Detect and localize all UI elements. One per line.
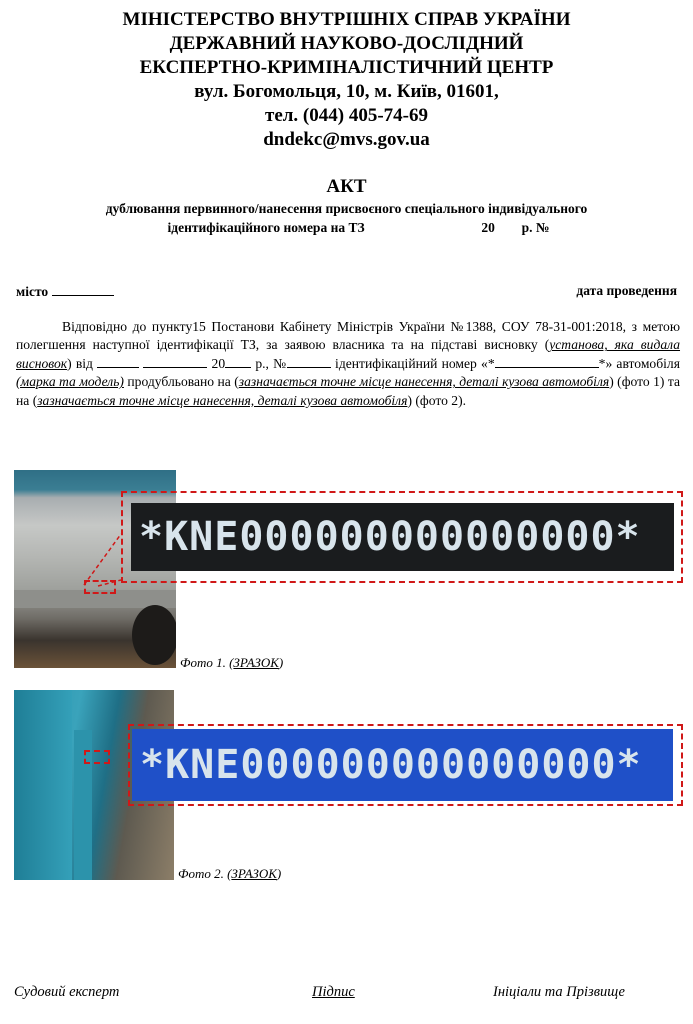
photo-1-caption <box>180 655 283 671</box>
body-location-hint-2: зазначається точне місце нанесення, деталі кузова автомобіля <box>37 392 408 408</box>
body-year-prefix: 20 <box>211 355 226 371</box>
body-text-4: р., № <box>255 355 287 371</box>
footer-name: Ініціали та Прізвище <box>493 984 625 1000</box>
photo-1-caption-prefix: Фото 1. ( <box>180 655 234 670</box>
footer-expert: Судовий експерт <box>14 984 120 1000</box>
act-subtitle-line-1: дублювання первинного/нанесення присвоєного спеціального індивідуального <box>105 201 588 216</box>
header-email[interactable]: dndekc@mvs.gov.ua <box>263 129 430 150</box>
photo-2-door-panel <box>14 690 72 880</box>
photo-2-caption-suffix: ) <box>276 866 282 881</box>
photo-2-caption-sample[interactable]: ЗРАЗОК <box>231 866 277 881</box>
photo-2-plate <box>132 729 673 801</box>
body-issuer-hint: установа, яка видала висновок <box>16 337 681 371</box>
date-label: дата проведення <box>576 283 677 298</box>
body-location-hint-1: зазначається точне місце нанесення, деталі кузова автомобіля <box>238 374 610 390</box>
header-line-1: МІНІСТЕРСТВО ВНУТРІШНІХ СПРАВ УКРАЇНИ <box>122 9 571 30</box>
body-text-7: продубльовано на ( <box>127 374 239 390</box>
body-text-9: ) (фото 2). <box>407 392 466 408</box>
photo-2-caption-prefix: Фото 2. ( <box>178 866 232 881</box>
photo-1-plate-text: *KNE000000000000000* <box>139 514 641 560</box>
footer-signature[interactable]: Підпис <box>312 984 355 1000</box>
place-label: місто <box>16 284 49 299</box>
body-text-1: Відповідно до пункту15 Постанови Кабінету Міністрів України №1388, СОУ 78-31-001:2018, з метою полегшення наступної ідентифікації ТЗ, за заявою власника та на підставі висновку ( <box>16 319 680 353</box>
body-text-2: ) від <box>67 355 93 371</box>
act-subtitle-text: ідентифікаційного номера на ТЗ <box>167 220 365 235</box>
body-model-hint: (марка та модель) <box>16 374 124 390</box>
photo-1-caption-suffix: ) <box>278 655 284 670</box>
header-phone: тел. (044) 405-74-69 <box>265 105 428 126</box>
act-subtitle-number-label: р. № <box>521 220 550 235</box>
header-line-2: ДЕРЖАВНИЙ НАУКОВО-ДОСЛІДНИЙ <box>169 33 524 54</box>
photo-2-plate-text: *KNE000000000000000* <box>140 742 642 788</box>
act-title: АКТ <box>326 176 367 197</box>
header-address: вул. Богомольця, 10, м. Київ, 01601, <box>194 81 499 102</box>
body-text-5: ідентифікаційний номер «* <box>335 355 495 371</box>
photo-2-marker <box>84 750 110 764</box>
body-text-8: ) (фото 1) та на ( <box>16 374 680 408</box>
photo-1-caption-sample[interactable]: ЗРАЗОК <box>233 655 279 670</box>
photo-2-caption <box>178 866 281 882</box>
act-subtitle-year: 20 <box>481 220 495 235</box>
body-text-6: *» автомобіля <box>598 355 680 371</box>
header-line-3: ЕКСПЕРТНО-КРИМІНАЛІСТИЧНИЙ ЦЕНТР <box>139 57 554 78</box>
